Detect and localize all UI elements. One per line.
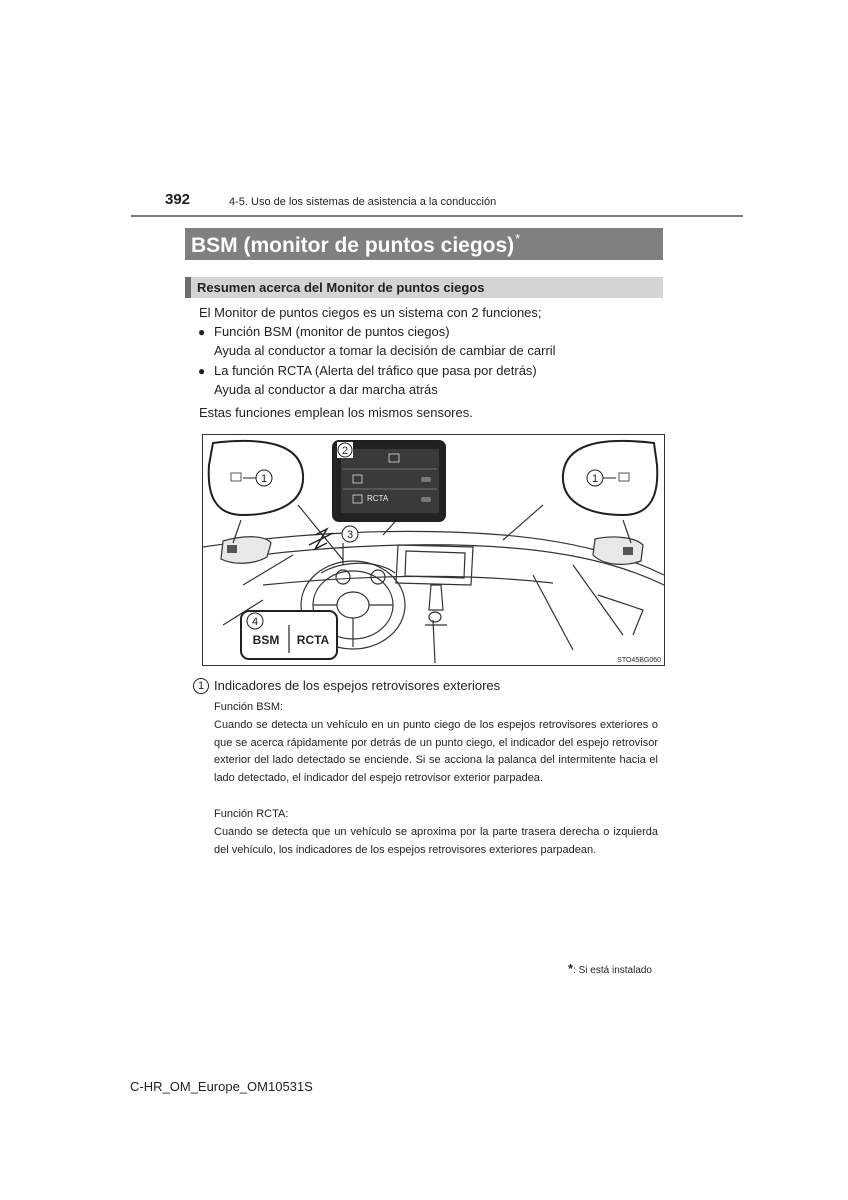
dashboard-illustration [202, 434, 665, 666]
bsm-function-text: Cuando se detecta un vehículo en un punto ciego de los espejos retrovisores exteriores o que se acerca rápidamente por detrás de un punto ciego, el indicador del espejo retrovisor exterior del lado detectado se enciende. Si se acciona la palanca del intermitente hacia el lado detectado, el indicador del espejo retrovisor exterior parpadea. [214, 719, 658, 784]
sensors-note: Estas funciones emplean los mismos sensores. [199, 405, 473, 420]
item-1-title: Indicadores de los espejos retrovisores exteriores [214, 678, 501, 693]
page-title [191, 231, 520, 258]
function-rcta-detail: Ayuda al conductor a dar marcha atrás [214, 382, 438, 397]
footnote-text: : Si está instalado [573, 965, 652, 976]
page-number: 392 [165, 191, 191, 208]
footnote-marker: * [568, 961, 574, 976]
function-rcta-label: La función RCTA (Alerta del tráfico que pasa por detrás) [214, 363, 537, 378]
callout-1-right: 1 [591, 473, 599, 485]
header-rule [131, 215, 743, 217]
document-code: C-HR_OM_Europe_OM10531S [130, 1079, 313, 1094]
callout-1-left: 1 [260, 473, 268, 485]
intro-text: El Monitor de puntos ciegos es un sistema con 2 funciones; [199, 305, 542, 320]
page-title-text: BSM (monitor de puntos ciegos) [191, 234, 515, 257]
installed-footnote [568, 961, 652, 976]
title-bar [185, 228, 663, 260]
function-bsm-detail: Ayuda al conductor a tomar la decisión de cambiar de carril [214, 343, 556, 358]
rcta-function-label: Función RCTA: [214, 808, 289, 820]
callout-4: 4 [251, 616, 259, 628]
bsm-function-label: Función BSM: [214, 701, 284, 713]
function-bsm-label: Función BSM (monitor de puntos ciegos) [214, 324, 450, 339]
subheading-accent [185, 277, 191, 298]
item-1-number: 1 [193, 678, 209, 694]
subheading-bar [185, 277, 663, 298]
callout-3: 3 [346, 529, 354, 541]
screen-rcta-label: RCTA [367, 494, 389, 503]
bullet-icon: ● [198, 364, 206, 378]
dashboard-illustration-svg [203, 435, 664, 665]
rcta-function-text: Cuando se detecta que un vehículo se aproxima por la parte trasera derecha o izquierda del vehículo, los indicadores de los espejos retrovisores exteriores parpadean. [214, 826, 658, 856]
callout-2: 2 [341, 445, 349, 457]
figure-code: STO45BG060 [617, 657, 661, 664]
installed-marker: * [515, 231, 521, 246]
bullet-icon: ● [198, 325, 206, 339]
subheading: Resumen acerca del Monitor de puntos ciegos [197, 280, 485, 295]
switch-rcta-label: RCTA [296, 633, 330, 647]
switch-bsm-label: BSM [252, 633, 280, 647]
section-header: 4-5. Uso de los sistemas de asistencia a la conducción [229, 196, 497, 208]
